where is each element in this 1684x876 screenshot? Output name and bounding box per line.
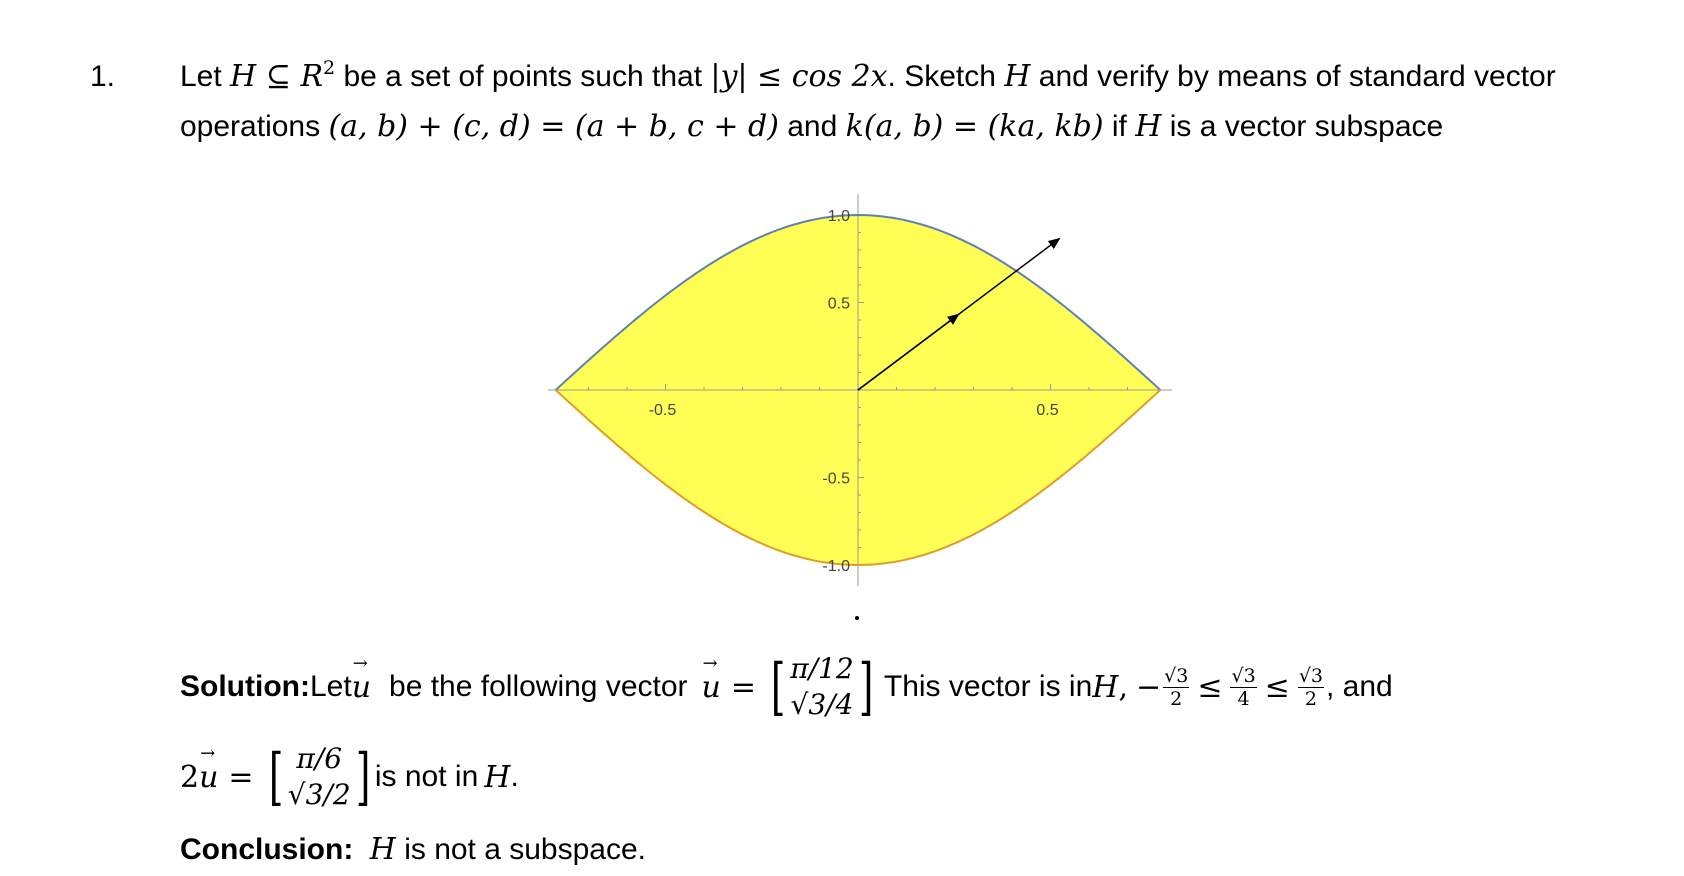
- scale-operation: k(a, b) = (ka, kb): [845, 109, 1104, 144]
- y-tick-label: -1.0: [822, 558, 850, 575]
- scaled-vector-line: 2 u → = [ π/6 √3/2 ] is not in H .: [180, 737, 519, 817]
- solution-label: Solution:: [180, 670, 310, 703]
- y-tick-label: 0.5: [827, 295, 850, 313]
- left-bracket: [: [268, 740, 283, 813]
- y-tick-label: -0.5: [822, 470, 850, 488]
- x-tick-label: -0.5: [648, 402, 677, 419]
- x-tick-label: 0.5: [1036, 402, 1059, 419]
- conclusion-label: Conclusion:: [180, 833, 354, 866]
- vector-2u-matrix: [ π/6 √3/2 ]: [268, 740, 371, 813]
- add-operation: (a, b) + (c, d) = (a + b, c + d): [328, 109, 779, 144]
- left-bracket: [: [770, 650, 786, 723]
- vector-u: u →: [352, 670, 371, 705]
- conclusion-line: Conclusion: H is not a subspace.: [180, 832, 647, 867]
- fraction: $\frac{√3}{2}$: [1164, 664, 1189, 710]
- y-tick-label: 1.0: [827, 208, 850, 225]
- problem-text: Let H ⊆ $R^2$ be a set of points such that |y| ≤ cos 2x. Sketch H and verify by means of standard vector operations (a, b) + (c, d) = (a + b, c + d) and k(a, b) = (ka, kb) if H is a vector subspace: [180, 57, 1556, 144]
- fraction: $\frac{√3}{4}$: [1231, 664, 1256, 710]
- fraction: $\frac{√3}{2}$: [1298, 664, 1324, 710]
- solution-line: Solution: Let u → be the following vector u → = [ π/12 √3/4 ] This vector is in H , − $\frac{√3}{2}$ ≤ $\frac{√3}{4}$ ≤ $\frac{√3}{2}$ , and: [180, 647, 1393, 727]
- right-bracket: ]: [858, 650, 874, 723]
- stray-dot: [855, 616, 859, 620]
- problem-number: 1.: [90, 60, 116, 93]
- right-bracket: ]: [355, 740, 371, 813]
- condition: |y| ≤ cos 2x: [710, 59, 888, 94]
- vector-u-matrix: [ π/12 √3/4 ]: [770, 650, 874, 723]
